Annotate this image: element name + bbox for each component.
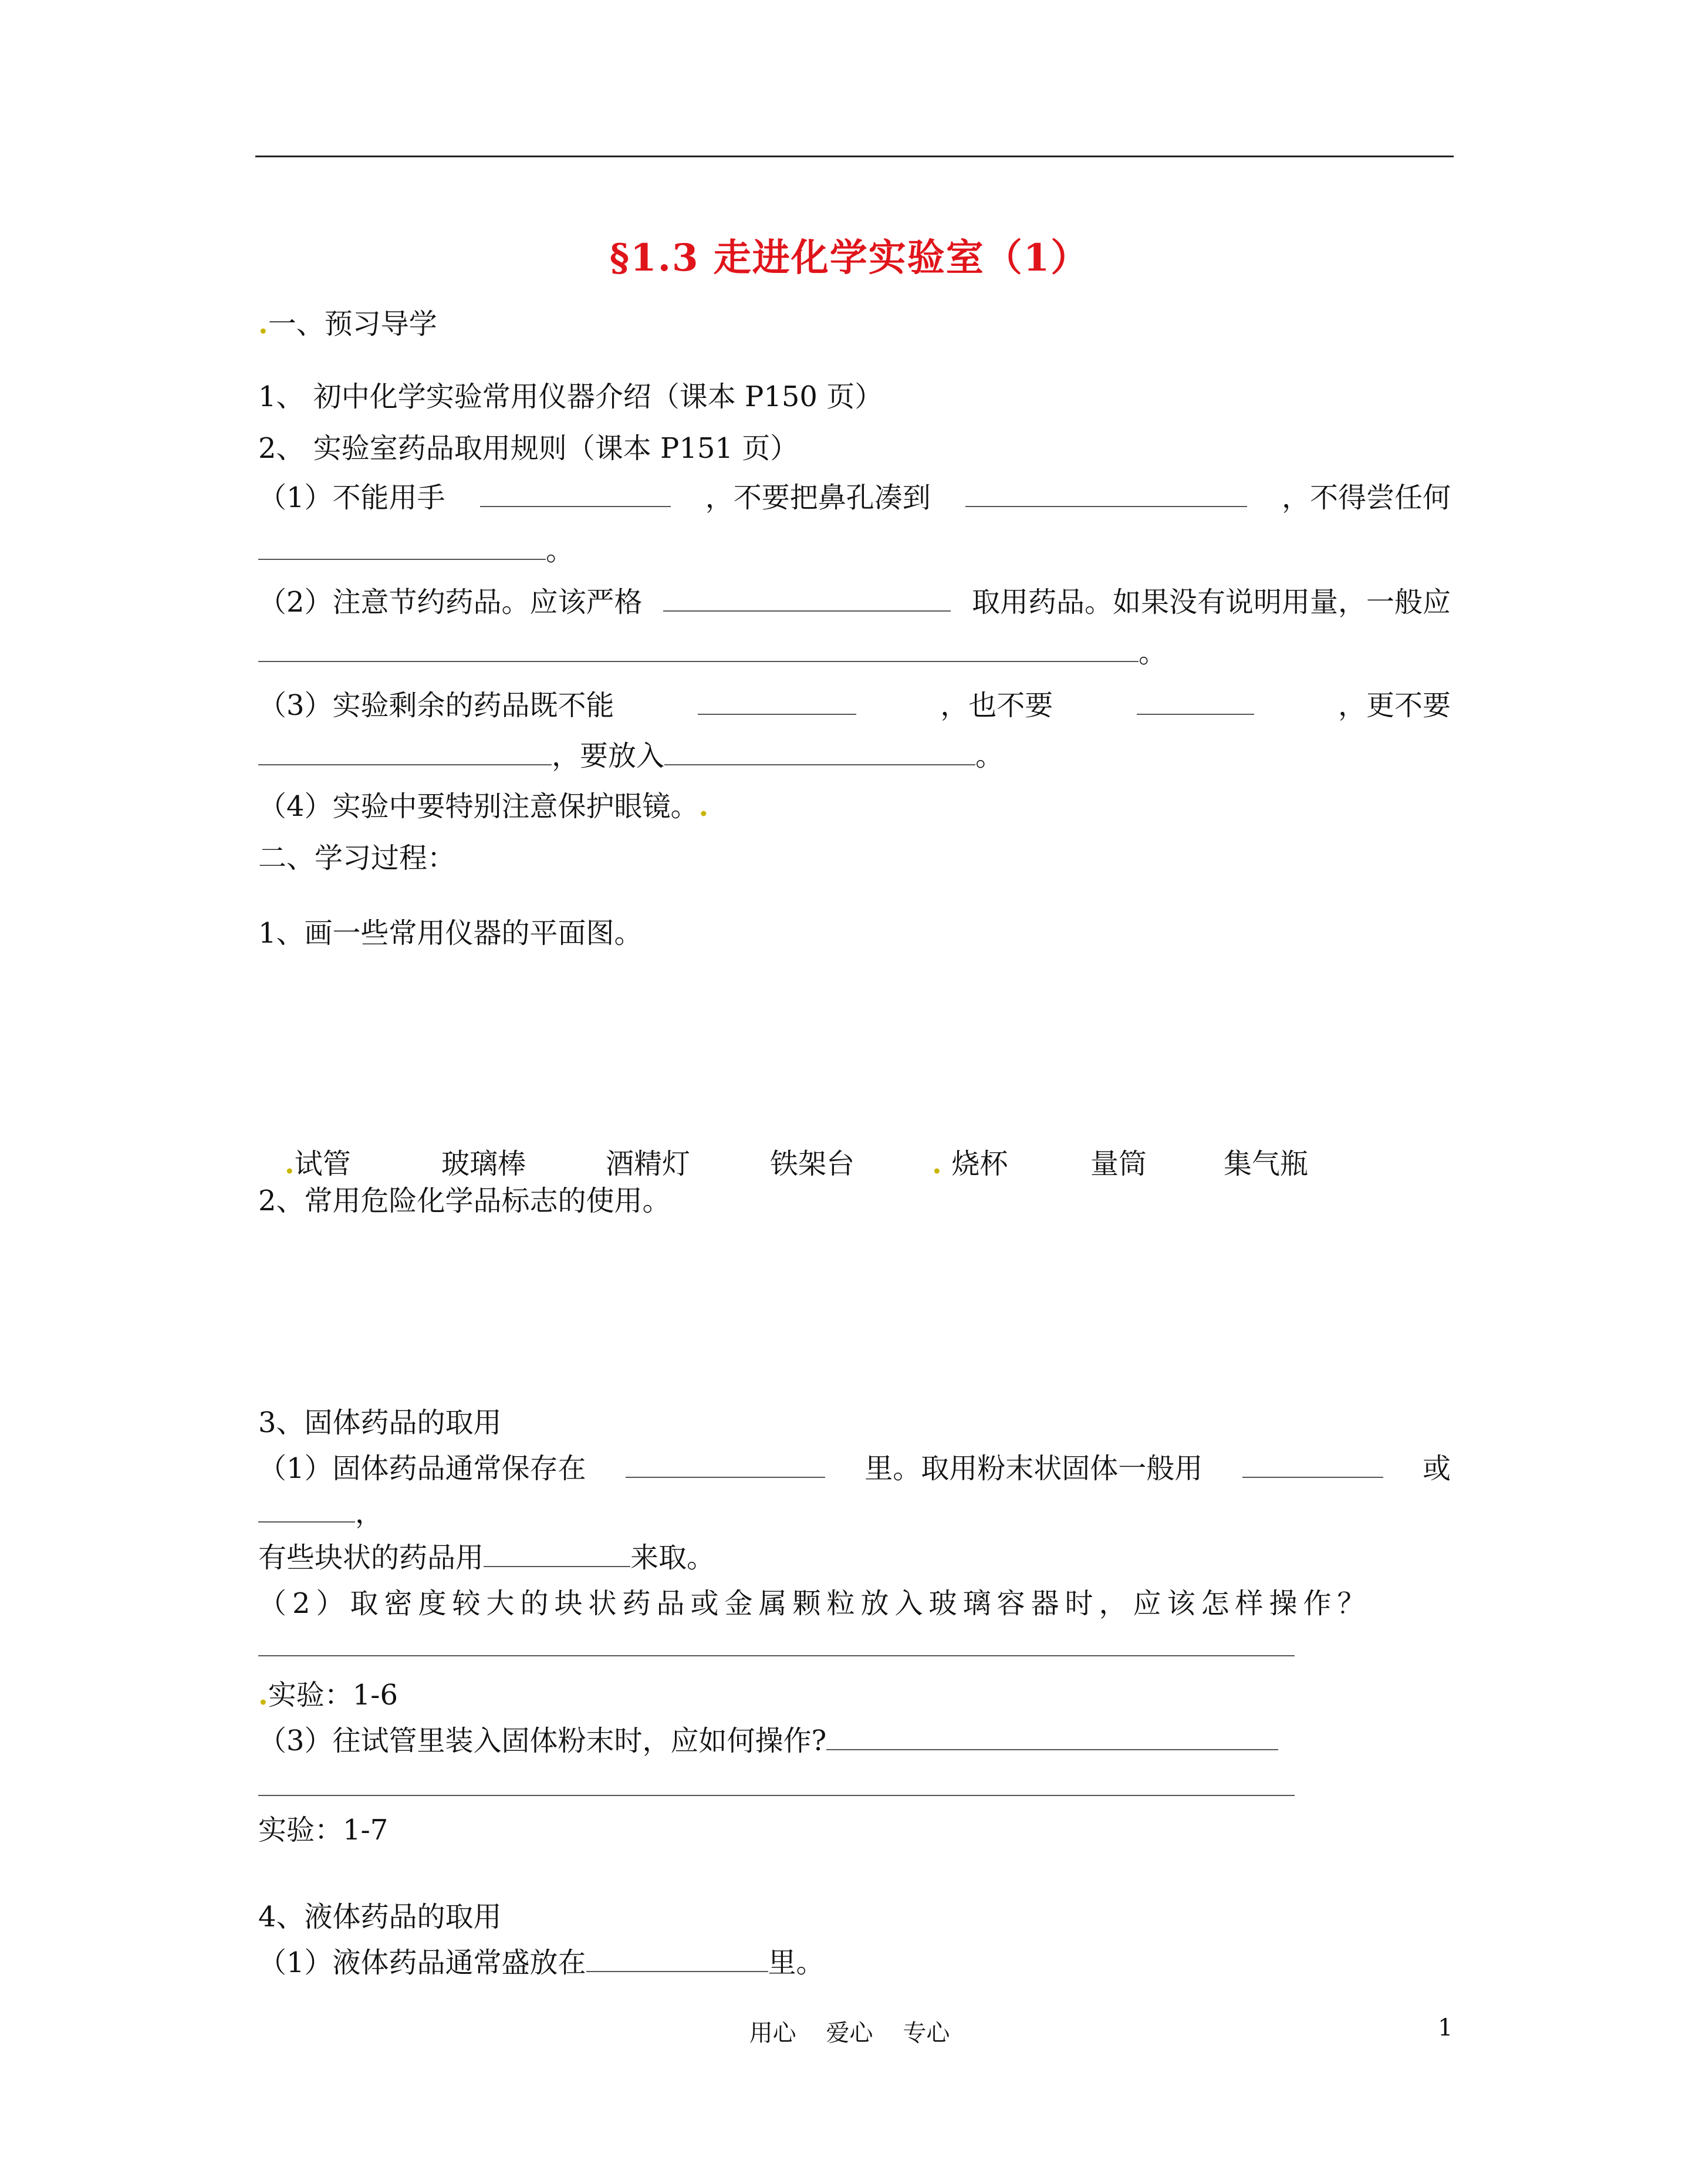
rule-2-continuation: 。: [258, 635, 1167, 670]
fill-blank[interactable]: [664, 738, 975, 765]
fill-blank[interactable]: [1242, 1451, 1383, 1478]
process-item-3: 3、固体药品的取用: [258, 1406, 502, 1439]
fill-blank[interactable]: [965, 480, 1247, 507]
process-item-1: 1、画一些常用仪器的平面图。: [258, 917, 643, 950]
solid-1-next-line: 有些块状的药品用 来取。: [258, 1541, 715, 1574]
rule-1-line: （1）不能用手 ，不要把鼻孔凑到 ，不得尝任何: [258, 481, 1451, 514]
fill-blank[interactable]: [258, 1629, 1295, 1656]
fill-blank[interactable]: [626, 1451, 825, 1478]
answer-line: [258, 1769, 1295, 1804]
fill-blank[interactable]: [258, 1496, 355, 1523]
experiment-label: 实验：1-7: [258, 1814, 389, 1847]
instrument-label: 玻璃棒: [441, 1147, 526, 1180]
rule-3-line: （3）实验剩余的药品既不能 ，也不要 ，更不要: [258, 689, 1451, 722]
header-rule: [255, 156, 1454, 157]
marker-dot: .: [698, 790, 709, 823]
solid-1-continuation: ，: [258, 1496, 383, 1531]
fill-blank[interactable]: [258, 1769, 1295, 1796]
instrument-label: 酒精灯: [606, 1147, 691, 1180]
instrument-label: . 烧杯: [932, 1147, 1008, 1180]
fill-blank[interactable]: [826, 1723, 1278, 1750]
marker-dot: .: [258, 308, 268, 340]
fill-blank[interactable]: [258, 635, 1139, 662]
fill-blank[interactable]: [258, 738, 552, 765]
preview-item-2: 2、 实验室药品取用规则（课本 P151 页）: [258, 432, 799, 465]
rule-1-continuation: 。: [258, 533, 574, 568]
rule-3-continuation: ，要放入 。: [258, 738, 1004, 774]
fill-blank[interactable]: [480, 480, 671, 507]
process-item-2: 2、常用危险化学品标志的使用。: [258, 1184, 671, 1217]
page-number: 1: [1438, 2014, 1453, 2041]
solid-1-line: （1）固体药品通常保存在 里。取用粉末状固体一般用 或: [258, 1452, 1451, 1485]
experiment-label: .实验：1-6: [258, 1679, 398, 1712]
rule-4-line: （4）实验中要特别注意保护眼镜。.: [258, 790, 709, 823]
page-title: §1.3 走进化学实验室（1）: [609, 236, 1090, 280]
instrument-label: 量筒: [1090, 1147, 1147, 1180]
fill-blank[interactable]: [1137, 688, 1254, 715]
preview-item-1: 1、 初中化学实验常用仪器介绍（课本 P150 页）: [258, 380, 883, 413]
footer-motto: 用心 爱心 专心: [749, 2020, 950, 2047]
instrument-label: 铁架台: [770, 1147, 855, 1180]
process-item-4: 4、液体药品的取用: [258, 1901, 502, 1933]
fill-blank[interactable]: [586, 1945, 768, 1972]
fill-blank[interactable]: [698, 688, 856, 715]
answer-line: [258, 1629, 1295, 1665]
fill-blank[interactable]: [663, 585, 951, 612]
solid-2-question: （2）取密度较大的块状药品或金属颗粒放入玻璃容器时，应该怎样操作？: [258, 1587, 1372, 1620]
instrument-label: .试管: [285, 1147, 351, 1180]
instrument-label: 集气瓶: [1224, 1147, 1309, 1180]
solid-3-question: （3）往试管里装入固体粉末时，应如何操作?: [258, 1723, 1278, 1758]
section-heading-process: 二、学习过程：: [258, 842, 456, 875]
fill-blank[interactable]: [258, 533, 546, 560]
fill-blank[interactable]: [484, 1540, 630, 1567]
section-heading-preview: .一、预习导学: [258, 308, 437, 340]
liquid-1-line: （1）液体药品通常盛放在 里。: [258, 1946, 825, 1979]
rule-2-line: （2）注意节约药品。应该严格 取用药品。如果没有说明用量，一般应: [258, 586, 1451, 619]
